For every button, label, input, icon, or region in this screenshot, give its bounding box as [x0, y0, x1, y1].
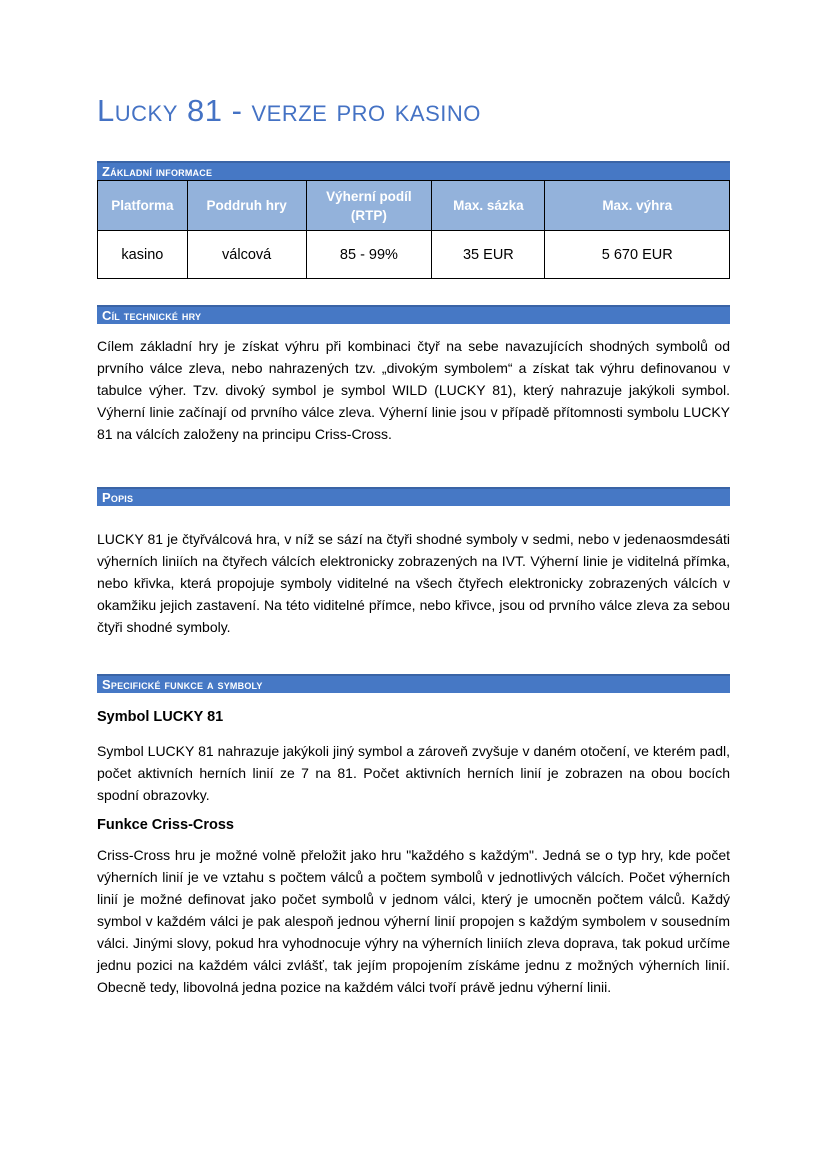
basic-info-table-row — [98, 231, 730, 279]
subheading-criss-cross: Funkce Criss-Cross — [97, 817, 234, 833]
basic-info-table — [97, 180, 730, 279]
column-header-max-sazka: Max. sázka — [432, 181, 545, 231]
subheading-symbol-lucky81: Symbol LUCKY 81 — [97, 709, 224, 725]
column-header-platforma: Platforma — [98, 181, 188, 231]
cell-max-sazka: 35 EUR — [432, 231, 545, 279]
section-header-features — [97, 674, 730, 693]
basic-info-table-header-row — [98, 181, 730, 231]
column-header-max-vyhra: Max. výhra — [545, 181, 730, 231]
cell-max-vyhra: 5 670 EUR — [545, 231, 730, 279]
cell-vyherni-podil-rtp: 85 - 99% — [306, 231, 432, 279]
section-header-description — [97, 487, 730, 506]
goal-paragraph: Cílem základní hry je získat výhru při kombinaci čtyř na sebe navazujících shodných symbolů od prvního válce zleva, nebo nahrazených tzv. „divokým symbolem“ a získat tak výhru definovanou v tabulce výher. Tzv. divoký symbol je symbol WILD (LUCKY 81), který nahrazuje jakýkoli symbol. Výherní linie začínají od prvního válce zleva. Výherní linie jsou v případě přítomnosti symbolu LUCKY 81 na válcích založeny na principu Criss-Cross. — [97, 338, 730, 442]
column-header-poddruh-hry: Poddruh hry — [187, 181, 306, 231]
document-page — [97, 0, 730, 998]
section-header-goal — [97, 305, 730, 324]
section-header-goal-label: Cíl technické hry — [102, 308, 202, 323]
section-header-basic-info-label: Základní informace — [102, 164, 213, 179]
cell-platforma: kasino — [98, 231, 188, 279]
page-title: Lucky 81 - verze pro kasino — [97, 93, 481, 128]
section-header-description-label: Popis — [102, 490, 134, 505]
cell-poddruh-hry: válcová — [187, 231, 306, 279]
column-header-vyherni-podil-rtp: Výherní podíl (RTP) — [306, 181, 432, 231]
criss-cross-paragraph: Criss-Cross hru je možné volně přeložit jako hru "každého s každým". Jedná se o typ hry, kde počet výherních linií je ve vztahu s počtem válců a počtem symbolů v jednotlivých válcích. Počet výherních linií je možné definovat jako počet symbolů v jednom válci, který je umocněn počtem válců. Každý symbol v každém válci je pak alespoň jednou výherní linií propojen s každým symbolem v sousedním válci. Jinými slovy, pokud hra vyhodnocuje výhry na výherních liniích zleva doprava, tak pokud určíme jednu pozici na každém válci zvlášť, tak jejím propojením získáme jednu z možných výherních linií. Obecně tedy, libovolná jedna pozice na každém válci tvoří právě jednu výherní linii. — [97, 847, 730, 995]
symbol-lucky81-paragraph: Symbol LUCKY 81 nahrazuje jakýkoli jiný symbol a zároveň zvyšuje v daném otočení, ve kterém padl, počet aktivních herních linií ze 7 na 81. Počet aktivních herních linií je zobrazen na obou bocích spodní obrazovky. — [97, 743, 730, 803]
section-header-features-label: Specifické funkce a symboly — [102, 677, 263, 692]
section-header-basic-info — [97, 161, 730, 180]
description-paragraph: LUCKY 81 je čtyřválcová hra, v níž se sází na čtyři shodné symboly v sedmi, nebo v jedenaosmdesáti výherních liniích na čtyřech válcích elektronicky zobrazených na IVT. Výherní linie je viditelná přímka, nebo křivka, která propojuje symboly viditelné na všech čtyřech elektronicky zobrazených válcích v okamžiku jejich zastavení. Na této viditelné přímce, nebo křivce, jsou od prvního válce zleva za sebou čtyři shodné symboly. — [97, 531, 730, 635]
